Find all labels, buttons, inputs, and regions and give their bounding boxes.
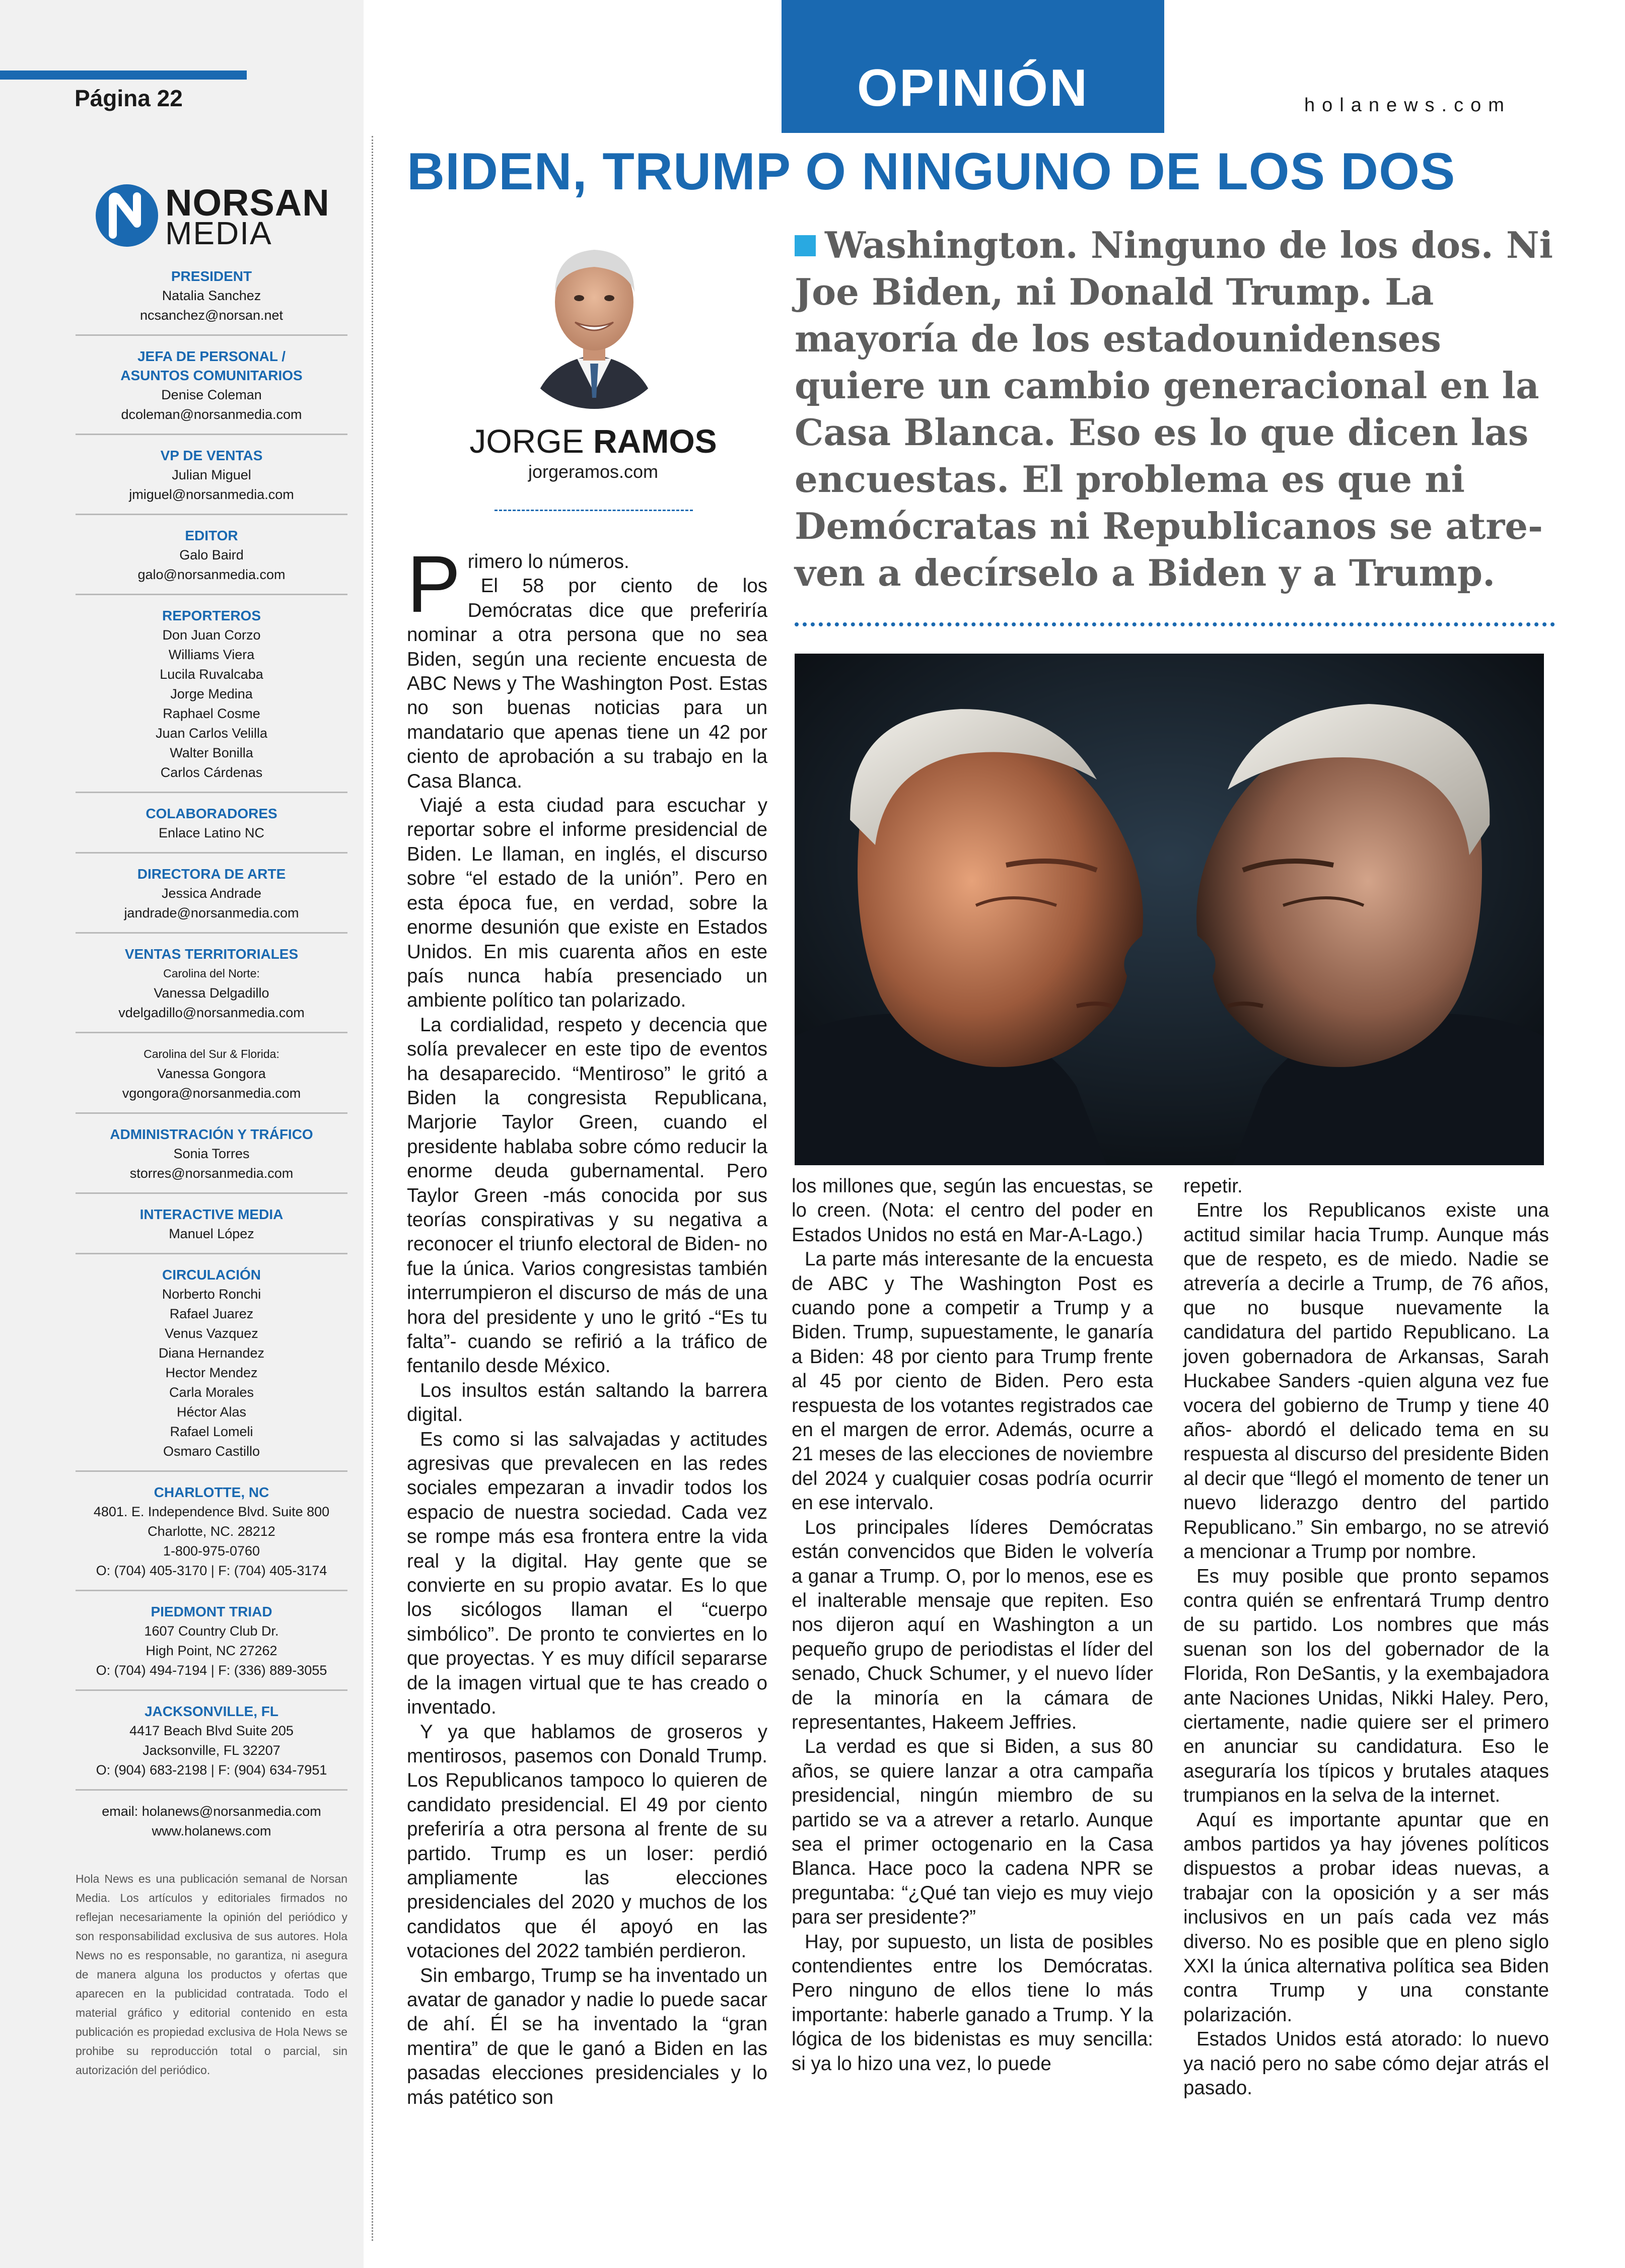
staff-heading: COLABORADORES xyxy=(146,806,277,821)
staff-line: Enlace Latino NC xyxy=(158,825,265,840)
article-paragraph xyxy=(792,1247,1153,1515)
staff-line: jmiguel@norsanmedia.com xyxy=(129,487,294,502)
staff-heading: CHARLOTTE, NC xyxy=(154,1484,269,1500)
staff-line: O: (704) 405-3170 | F: (704) 405-3174 xyxy=(96,1563,327,1578)
staff-directory xyxy=(76,263,347,1857)
article-paragraph xyxy=(1183,2027,1549,2100)
staff-line: email: holanews@norsanmedia.com xyxy=(102,1804,321,1819)
staff-line: 1-800-975-0760 xyxy=(163,1543,260,1558)
article-paragraph xyxy=(407,1428,767,1720)
staff-heading: VENTAS TERRITORIALES xyxy=(124,946,299,962)
staff-line: Charlotte, NC. 28212 xyxy=(148,1524,275,1539)
staff-heading: CIRCULACIÓN xyxy=(162,1267,261,1283)
staff-line: Juan Carlos Velilla xyxy=(155,726,268,741)
author-last-name: RAMOS xyxy=(593,422,717,460)
article-paragraph xyxy=(1183,1174,1549,1198)
staff-section xyxy=(76,941,347,1033)
staff-section xyxy=(76,1798,347,1850)
staff-line: Walter Bonilla xyxy=(170,745,253,760)
staff-line: Carlos Cárdenas xyxy=(160,765,263,780)
staff-line: Venus Vazquez xyxy=(165,1326,258,1341)
staff-line: Vanessa Delgadillo xyxy=(154,985,269,1001)
column-divider xyxy=(372,136,373,2241)
article-paragraph xyxy=(407,574,767,794)
paragraph-text: Y ya que hablamos de groseros y mentirosos, pasemos con Donald Trump. Los Republicanos tampoco lo quieren de candidato presidencial. El 49 por ciento preferiría a otra persona al frente de su partido. Trump es un loser: perdió ampliamente las elecciones presidenciales del 2020 y muchos de los candidatos que él apoyó en las votaciones del 2022 también perdieron. xyxy=(407,1721,767,1962)
article-paragraph xyxy=(407,794,767,1013)
staff-subheading: Carolina del Sur & Florida: xyxy=(144,1047,279,1060)
staff-line: Manuel López xyxy=(169,1226,254,1241)
paragraph-text: los millones que, según las encuestas, se lo creen. (Nota: el centro del poder en Estados Unidos no está en Mar-A-Lago.) xyxy=(792,1175,1153,1246)
staff-section xyxy=(76,263,347,336)
paragraph-text: Los principales líderes Demócratas están convencidos que Biden le volvería a ganar a Trump. O, por lo menos, ese es el inalterable mensaje que repiten. Eso nos dijeron aquí en Washington a un pequeño grupo de periodistas el líder del senado, Chuck Schumer, y el nuevo líder de la minoría en la cámara de representantes, Hakeem Jeffries. xyxy=(792,1516,1153,1733)
staff-line: Natalia Sanchez xyxy=(162,288,261,303)
staff-section xyxy=(76,1698,347,1791)
staff-line: 1607 Country Club Dr. xyxy=(144,1623,279,1639)
staff-line: Osmaro Castillo xyxy=(163,1444,260,1459)
author-separator xyxy=(494,510,693,511)
author-site: jorgeramos.com xyxy=(528,461,659,482)
staff-line: High Point, NC 27262 xyxy=(146,1643,277,1658)
staff-line: Jorge Medina xyxy=(170,686,253,701)
staff-heading: EDITOR xyxy=(185,528,238,543)
article-paragraph xyxy=(1183,1565,1549,1808)
logo-brand-line2: MEDIA xyxy=(165,215,272,251)
paragraph-text: La cordialidad, respeto y decencia que solía prevalecer en este tipo de eventos ha desaparecido. “Mentiroso” le gritó a Biden la congresista Republicana, Marjorie Taylor Green, cuando el presidente hablaba sobre cómo reducir la enorme deuda gubernamental. Pero Taylor Green -más conocida por sus teorías conspirativas y su negativa a reconocer el triunfo electoral de Biden- no fue la única. Varios congresistas también interrumpieron el discurso de más de una hora del presidente y uno le gritó -“Es tu falta”- cuando se refirió a la tráfico de fentanilo desde México. xyxy=(407,1014,767,1377)
staff-line: O: (704) 494-7194 | F: (336) 889-3055 xyxy=(96,1663,327,1678)
article-paragraph xyxy=(407,1379,767,1428)
staff-section xyxy=(76,1121,347,1194)
staff-section xyxy=(76,343,347,435)
staff-line: Raphael Cosme xyxy=(163,706,260,721)
paragraph-text: La verdad es que si Biden, a sus 80 años, se quiere lanzar a otra campaña presidencial, ningún miembro de su partido se va a atrever a retarlo. Aunque sea el primer octogenario en la Casa Blanca. Hace poco la cadena NPR se preguntaba: “¿Qué tan viejo es muy viejo para ser presidente?” xyxy=(792,1736,1153,1929)
section-label: OPINIÓN xyxy=(857,59,1089,117)
staff-line: 4801. E. Independence Blvd. Suite 800 xyxy=(93,1504,330,1519)
staff-line: www.holanews.com xyxy=(152,1823,271,1838)
staff-line: Galo Baird xyxy=(179,547,244,562)
staff-section xyxy=(76,800,347,854)
article-paragraph xyxy=(792,1735,1153,1930)
staff-heading: INTERACTIVE MEDIA xyxy=(139,1207,284,1222)
staff-section xyxy=(76,1261,347,1472)
staff-line: Rafael Lomeli xyxy=(170,1424,253,1439)
article-paragraph xyxy=(792,1516,1153,1735)
author-name xyxy=(462,422,724,460)
paragraph-text: La parte más interesante de la encuesta de ABC y The Washington Post es cuando pone a competir a Trump y a Biden. Trump, supuestamente, le ganaría a Biden: 48 por ciento para Trump frente al 45 por ciento de Biden. Pero esta respuesta de los votantes registrados cae en el margen de error. Además, ocurre a 21 meses de las elecciones de noviembre del 2024 y cualquier cosas podría ocurrir en ese intervalo. xyxy=(792,1248,1153,1514)
staff-line: Vanessa Gongora xyxy=(157,1066,266,1081)
article-paragraph xyxy=(407,1720,767,1964)
staff-heading: ADMINISTRACIÓN Y TRÁFICO xyxy=(110,1126,313,1142)
article-paragraph xyxy=(792,1174,1153,1247)
staff-line: Norberto Ronchi xyxy=(162,1287,261,1302)
paragraph-text: Estados Unidos está atorado: lo nuevo ya nació pero no sabe cómo dejar atrás el pasado. xyxy=(1183,2028,1549,2099)
staff-heading: REPORTEROS xyxy=(162,608,261,623)
staff-line: Rafael Juarez xyxy=(169,1306,254,1321)
staff-heading: PIEDMONT TRIAD xyxy=(151,1604,272,1619)
lede-text: Washington. Ninguno de los dos. Ni Joe Biden, ni Donald Trump. La mayoría de los estadounidenses quiere un cambio generacional en la Casa Blanca. Eso es lo que dicen las encuestas. El problema es que ni Demócratas ni Republicanos se atre-ven a decírselo a Biden y a Trump. xyxy=(795,224,1553,594)
staff-section xyxy=(76,602,347,793)
norsan-n-icon xyxy=(96,184,158,247)
staff-section xyxy=(76,1040,347,1114)
drop-cap: P xyxy=(407,539,461,629)
dotted-divider xyxy=(795,622,1555,626)
paragraph-text: Aquí es importante apuntar que en ambos partidos ya hay jóvenes políticos dispuestos a probar ideas nuevas, a trabajar con la oposición y a ser más inclusivos en un país cada vez más diverso. No es posible que en pleno siglo XXI la única alternativa política sea Biden contra Trump y una constante polarización. xyxy=(1183,1809,1549,2026)
staff-line: Héctor Alas xyxy=(176,1404,247,1420)
staff-line: Diana Hernandez xyxy=(158,1345,265,1361)
article-paragraph xyxy=(1183,1198,1549,1564)
page-number: Página 22 xyxy=(75,85,183,111)
staff-subheading: Carolina del Norte: xyxy=(163,967,260,980)
staff-line: Denise Coleman xyxy=(161,387,262,402)
staff-line: Hector Mendez xyxy=(165,1365,258,1380)
author-first-name: JORGE xyxy=(469,422,594,460)
paragraph-text: Los insultos están saltando la barrera digital. xyxy=(407,1379,767,1426)
staff-section xyxy=(76,1598,347,1691)
article-column-3 xyxy=(1183,1174,1549,2100)
paragraph-text: El 58 por ciento de los Demócratas dice que preferiría nominar a otra persona que no sea Biden, según una reciente encuesta de ABC News y The Washington Post. Estas no son buenas noticias para un mandatario que apenas tiene un 42 por ciento de aprobación a su trabajo en la Casa Blanca. xyxy=(407,575,767,792)
staff-heading: JACKSONVILLE, FL xyxy=(144,1704,278,1719)
staff-line: galo@norsanmedia.com xyxy=(137,567,286,582)
staff-line: vgongora@norsanmedia.com xyxy=(122,1086,301,1101)
paragraph-text: rimero lo números. xyxy=(467,551,629,573)
biden-trump-illustration xyxy=(795,654,1544,1165)
article-column-2 xyxy=(792,1174,1153,2076)
staff-heading: JEFA DE PERSONAL / xyxy=(137,348,286,364)
article-paragraph xyxy=(407,539,767,629)
staff-section xyxy=(76,1479,347,1591)
staff-heading: VP DE VENTAS xyxy=(160,448,263,463)
staff-line: Jessica Andrade xyxy=(161,886,262,901)
staff-line: Sonia Torres xyxy=(173,1146,250,1161)
staff-line: dcoleman@norsanmedia.com xyxy=(121,407,302,422)
paragraph-text: Entre los Republicanos existe una actitud similar hacia Trump. Aunque más que de respeto, es de miedo. Nadie se atrevería a decirle a Trump, de 76 años, que no busque nuevamente la candidatura del partido Republicano. La joven gobernadora de Arkansas, Sarah Huckabee Sanders -quien alguna vez fue vocera del gobierno de Trump y tiene 40 años- abordó el delicado tema en su respuesta al discurso del presidente Biden al decir que “llegó el momento de tener un nuevo liderazgo dentro del partido Republicano.” Sin embargo, no se atrevió a mencionar a Trump por nombre. xyxy=(1183,1199,1549,1563)
disclaimer-text: Hola News es una publicación semanal de Norsan Media. Los artículos y editoriales firmados no reflejan necesariamente la opinión del periódico y son responsabilidad exclusiva de sus autores. Hola News no es responsable, no garantiza, ni asegura de manera alguna los productos y ofertas que aparecen en la publicidad contratada. Todo el material gráfico y editorial contenido en esta publicación es propiedad exclusiva de Hola News se prohibe su reproducción total o parcial, sin autorización del periódico. xyxy=(76,1872,347,2077)
article-column-1 xyxy=(407,539,767,2110)
norsan-media-logo xyxy=(96,181,330,252)
staff-line: Lucila Ruvalcaba xyxy=(160,667,263,682)
staff-line: storres@norsanmedia.com xyxy=(129,1166,294,1181)
staff-line: O: (904) 683-2198 | F: (904) 634-7951 xyxy=(96,1762,327,1778)
paragraph-text: repetir. xyxy=(1183,1175,1243,1197)
logo-brand-line1: NORSAN xyxy=(165,182,330,224)
article-paragraph xyxy=(407,1964,767,2110)
staff-line: ncsanchez@norsan.net xyxy=(139,308,284,323)
lede-pullquote xyxy=(795,222,1560,596)
page-top-bar xyxy=(0,70,247,80)
paragraph-text: Es muy posible que pronto sepamos contra quién se enfrentará Trump dentro de su partido. Los nombres que más suenan son los del gobernador de la Florida, Ron DeSantis, y la exembajadora ante Naciones Unidas, Nikki Haley. Pero, ciertamente, nadie quiere ser el primero en anunciar su candidatura. Eso le aseguraría los típicos y brutales ataques trumpianos en la selva de la internet. xyxy=(1183,1565,1549,1807)
staff-line: Carla Morales xyxy=(169,1385,254,1400)
paragraph-text: Hay, por supuesto, un lista de posibles contendientes entre los Demócratas. Pero ninguno de ellos tiene lo más importante: haberle ganado a Trump. Y la lógica de los bidenistas es muy sencilla: si ya lo hizo una vez, lo puede xyxy=(792,1931,1153,2075)
article-paragraph xyxy=(792,1930,1153,2076)
site-url: holanews.com xyxy=(1304,95,1511,116)
paragraph-text: Sin embargo, Trump se ha inventado un avatar de ganador y nadie lo puede sacar de ahí. Él se ha inventado la “gran mentira” de que le ganó a Biden en las pasadas elecciones presidenciales y lo más patético son xyxy=(407,1964,767,2108)
staff-heading: PRESIDENT xyxy=(171,268,252,284)
staff-line: 4417 Beach Blvd Suite 205 xyxy=(129,1723,294,1738)
staff-section xyxy=(76,442,347,515)
staff-heading: ASUNTOS COMUNITARIOS xyxy=(120,368,303,383)
lede-square-icon xyxy=(795,235,816,256)
author-portrait xyxy=(513,227,676,409)
staff-line: vdelgadillo@norsanmedia.com xyxy=(118,1005,305,1020)
article-paragraph xyxy=(407,1013,767,1379)
staff-section xyxy=(76,1201,347,1254)
staff-heading: DIRECTORA DE ARTE xyxy=(137,866,286,882)
paragraph-text: Viajé a esta ciudad para escuchar y reportar sobre el informe presidencial de Biden. Le llaman, en inglés, el discurso sobre “el estado de la unión”. Pero en esta época fue, en verdad, sobre la enorme desunión que existe en Estados Unidos. En mis cuarenta años en este país nunca había presenciado un ambiente político tan polarizado. xyxy=(407,795,767,1012)
staff-line: Williams Viera xyxy=(168,647,255,662)
staff-line: Don Juan Corzo xyxy=(162,627,261,643)
article-headline: BIDEN, TRUMP O NINGUNO DE LOS DOS xyxy=(407,143,1456,201)
paragraph-text: Es como si las salvajadas y actitudes agresivas que prevalecen en las redes sociales empezaran a invadir todos los espacio de nuestra sociedad. Cada vez se rompe más esa frontera entre la vida real y la digital. Hay gente que se convierte en su propio avatar. Es lo que los sicólogos llaman el “cuerpo simbólico”. De pronto te conviertes en lo que proyectas. Y es muy difícil separarse de la imagen virtual que te has creado o inventado. xyxy=(407,1428,767,1719)
article-paragraph xyxy=(1183,1808,1549,2028)
staff-section xyxy=(76,522,347,595)
staff-section xyxy=(76,861,347,934)
staff-line: Jacksonville, FL 32207 xyxy=(143,1743,280,1758)
section-banner xyxy=(782,0,1164,133)
staff-line: Julian Miguel xyxy=(172,467,251,482)
staff-line: jandrade@norsanmedia.com xyxy=(124,905,299,920)
